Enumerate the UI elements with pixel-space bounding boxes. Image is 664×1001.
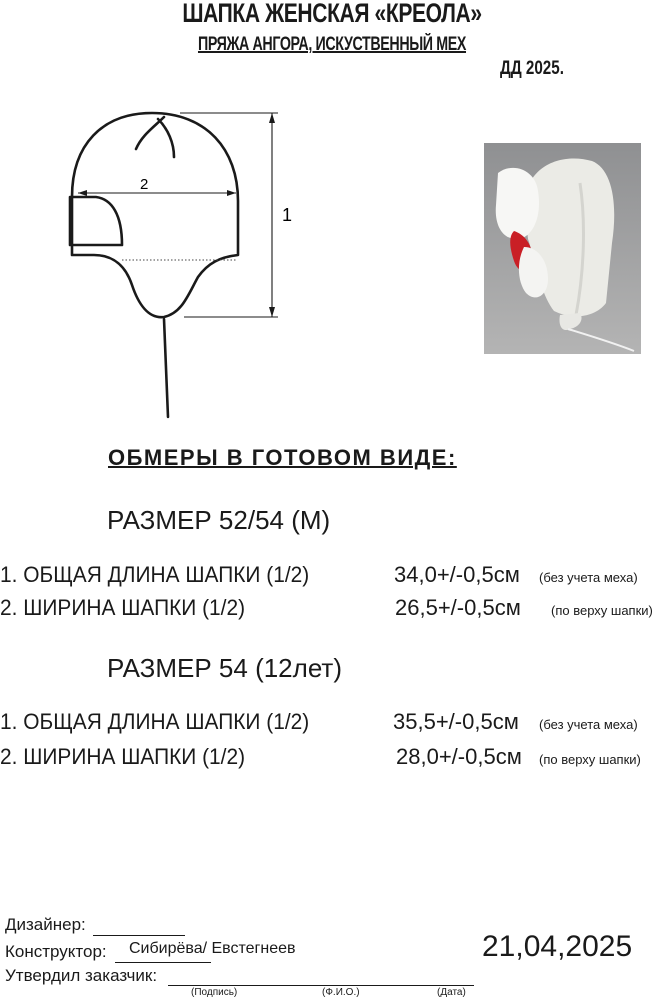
- caption-date: (Дата): [437, 987, 466, 998]
- earflap-outline: [70, 197, 122, 245]
- width-arrow-right: [227, 190, 236, 196]
- hat-photo: [484, 143, 641, 354]
- designer-signature-line: [93, 935, 185, 936]
- caption-signature: (Подпись): [191, 987, 238, 998]
- size-2-row-2-note: (по верху шапки): [539, 752, 641, 767]
- material-subtitle: [83, 34, 581, 56]
- length-arrow-bottom: [269, 307, 275, 317]
- material-subtitle-text: ПРЯЖА АНГОРА, ИСКУСТВЕННЫЙ МЕХ: [197, 34, 467, 55]
- width-label: 2: [140, 176, 149, 193]
- constructor-signature-line: [115, 962, 211, 963]
- size-1-row-1-label: 1. ОБЩАЯ ДЛИНА ШАПКИ (1/2): [0, 562, 310, 587]
- approved-label: Утвердил заказчик:: [5, 966, 158, 985]
- designer-label: Дизайнер:: [5, 915, 86, 934]
- constructor-label: Конструктор:: [5, 942, 107, 961]
- hat-outline: [72, 113, 238, 317]
- caption-name: (Ф.И.О.): [322, 987, 360, 998]
- length-label: 1: [282, 205, 293, 225]
- size-1-row-2-value: 26,5+/-0,5см: [395, 595, 521, 620]
- size-2-row-2-label: 2. ШИРИНА ШАПКИ (1/2): [0, 744, 246, 769]
- size-2-row-1-value: 35,5+/-0,5см: [393, 709, 519, 734]
- measurements-heading: ОБМЕРЫ В ГОТОВОМ ВИДЕ:: [108, 445, 457, 470]
- size-1-row-1-value: 34,0+/-0,5см: [394, 562, 520, 587]
- size-2-row-2-value: 28,0+/-0,5см: [396, 744, 522, 769]
- size-1-title: РАЗМЕР 52/54 (М): [107, 505, 331, 535]
- document-title: ШАПКА ЖЕНСКАЯ «КРЕОЛА»: [182, 0, 482, 28]
- model-code: ДД 2025.: [500, 58, 564, 79]
- size-1-row-2-label: 2. ШИРИНА ШАПКИ (1/2): [0, 595, 246, 620]
- size-1-row-1-note: (без учета меха): [539, 570, 638, 585]
- approval-signature-line: [168, 985, 474, 986]
- knitted-hat-photo-icon: [484, 143, 641, 354]
- size-2-title: РАЗМЕР 54 (12лет): [107, 653, 342, 683]
- size-1-row-2-note: (по верху шапки): [551, 603, 653, 618]
- width-arrow-left: [78, 190, 87, 196]
- size-2-row-1-label: 1. ОБЩАЯ ДЛИНА ШАПКИ (1/2): [0, 709, 310, 734]
- size-2-row-1-note: (без учета меха): [539, 717, 638, 732]
- constructor-name: Сибирёва/ Евстегнеев: [129, 940, 296, 957]
- document-date: 21,04,2025: [482, 930, 633, 963]
- crown-seam-right: [158, 119, 174, 157]
- length-arrow-top: [269, 113, 275, 123]
- hat-technical-sketch: [60, 105, 320, 425]
- tie-string: [164, 319, 168, 417]
